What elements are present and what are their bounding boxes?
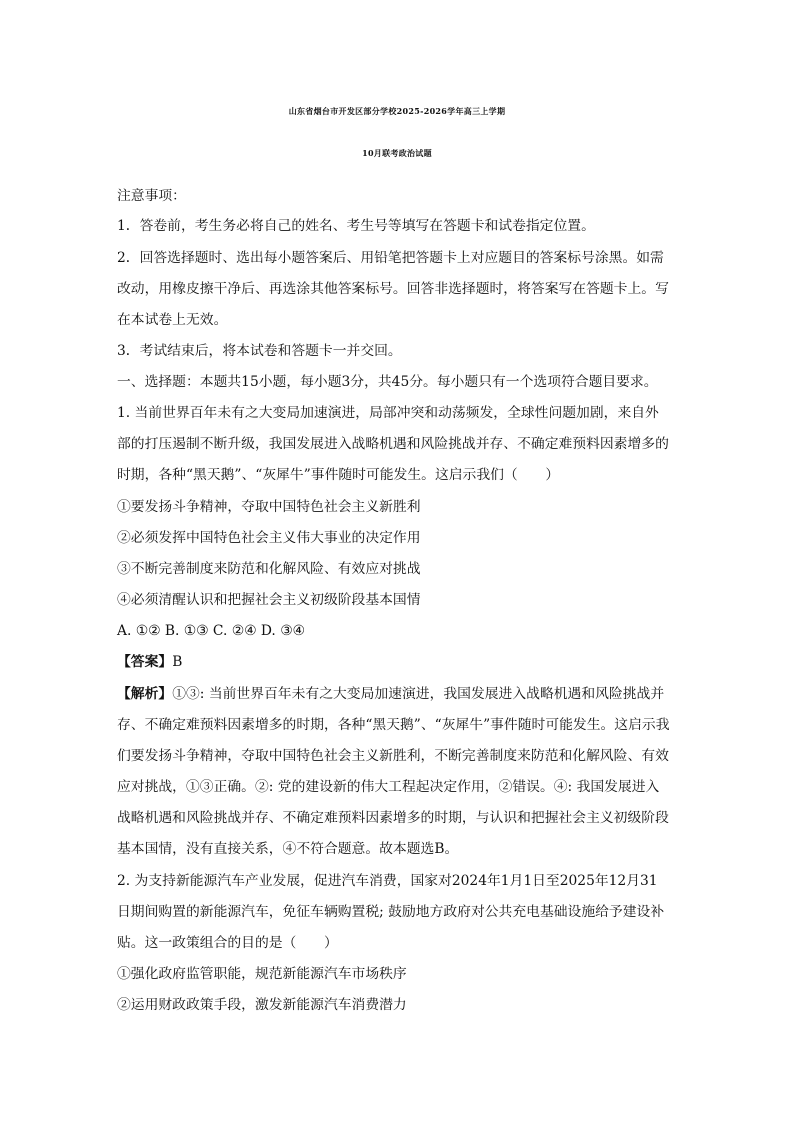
q1-option-1: ①要发扬斗争精神，夺取中国特色社会主义新胜利: [117, 499, 421, 515]
q1-analysis-line6: 基本国情，没有直接关系，④不符合题意。故本题选B。: [117, 841, 459, 857]
q1-analysis-line4: 应对挑战，①③正确。②: 党的建设新的伟大工程起决定作用，②错误。④: 我国发展进入: [117, 779, 660, 795]
notice-item-3: 3．考试结束后，将本试卷和答题卡一并交回。: [117, 343, 402, 359]
notice-item-2-line1: 2．回答选择题时、选出每小题答案后、用铅笔把答题卡上对应题目的答案标号涂黑。如需: [117, 250, 664, 266]
q1-option-3: ③不断完善制度来防范和化解风险、有效应对挑战: [117, 561, 421, 577]
q1-option-2: ②必须发挥中国特色社会主义伟大事业的决定作用: [117, 530, 421, 546]
q1-stem-line1: 1. 当前世界百年未有之大变局加速演进，局部冲突和动荡频发，全球性问题加剧，来自外: [117, 405, 659, 421]
analysis-text: ①③: 当前世界百年未有之大变局加速演进，我国发展进入战略机遇和风险挑战并: [172, 686, 665, 702]
q1-option-4: ④必须清醒认识和把握社会主义初级阶段基本国情: [117, 592, 421, 608]
q1-stem-line3: 时期，各种“黑天鹅”、“灰犀牛”事件随时可能发生。这启示我们（ ）: [117, 467, 560, 483]
answer-value: B: [172, 654, 183, 670]
notice-item-2-line3: 在本试卷上无效。: [117, 312, 228, 328]
analysis-label: 【解析】: [117, 686, 173, 702]
q1-analysis-line5: 战略机遇和风险挑战并存、不确定难预料因素增多的时期，与认识和把握社会主义初级阶段: [117, 810, 669, 826]
q1-stem-line2: 部的打压遏制不断升级，我国发展进入战略机遇和风险挑战并存、不确定难预料因素增多的: [117, 436, 669, 452]
exam-title-line2: 10月联考政治试题: [362, 148, 432, 158]
section-heading: 一、选择题：本题共15小题，每小题3分，共45分。每小题只有一个选项符合题目要求。: [117, 374, 658, 390]
q2-option-2: ②运用财政政策手段，激发新能源汽车消费潜力: [117, 997, 407, 1013]
exam-title-line1: 山东省烟台市开发区部分学校2025-2026学年高三上学期: [288, 106, 506, 116]
q2-option-1: ①强化政府监管职能，规范新能源汽车市场秩序: [117, 966, 407, 982]
notice-item-2-line2: 改动，用橡皮擦干净后、再选涂其他答案标号。回答非选择题时，将答案写在答题卡上。写: [117, 281, 669, 297]
q2-stem-line1: 2. 为支持新能源汽车产业发展，促进汽车消费，国家对2024年1月1日至2025年12月31: [117, 873, 658, 889]
notice-item-1: 1．答卷前，考生务必将自己的姓名、考生号等填写在答题卡和试卷指定位置。: [117, 218, 595, 234]
q2-stem-line3: 贴。这一政策组合的目的是（ ）: [117, 935, 338, 951]
q1-analysis-line2: 存、不确定难预料因素增多的时期，各种“黑天鹅”、“灰犀牛”事件随时可能发生。这启示我: [117, 717, 670, 733]
answer-label: 【答案】: [117, 654, 173, 670]
q1-answer: [117, 652, 182, 672]
q1-analysis-line3: 们要发扬斗争精神，夺取中国特色社会主义新胜利，不断完善制度来防范和化解风险、有效: [117, 748, 669, 764]
notice-heading: 注意事项：: [117, 188, 186, 204]
q2-stem-line2: 日期间购置的新能源汽车，免征车辆购置税; 鼓励地方政府对公共充电基础设施给予建设补: [117, 904, 665, 920]
q1-analysis-line1: [117, 684, 664, 704]
q1-choices: A. ①② B. ①③ C. ②④ D. ③④: [117, 623, 305, 639]
